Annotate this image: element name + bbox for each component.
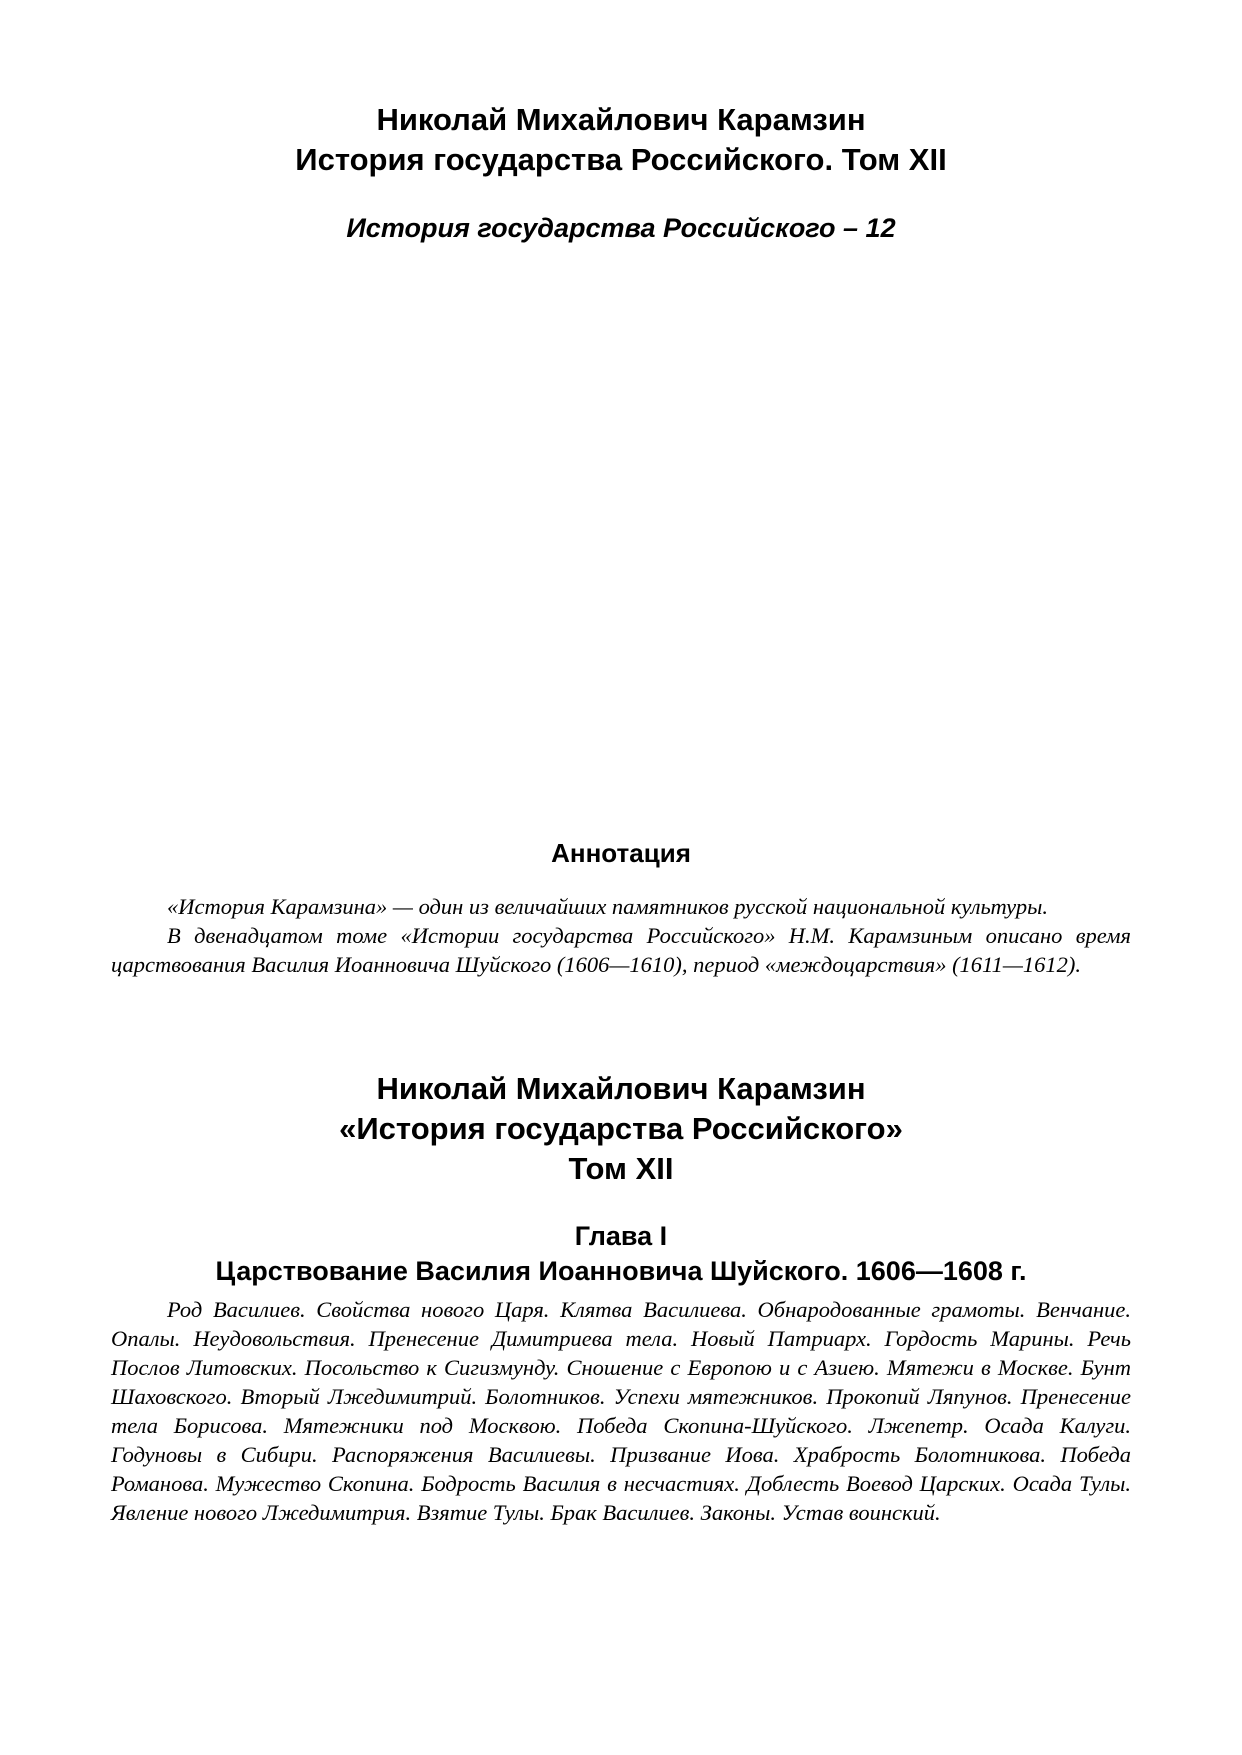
book-title: История государства Российского. Том XII	[295, 142, 947, 177]
annotation-text	[111, 892, 1131, 979]
chapter-title: Царствование Василия Иоанновича Шуйского. 1606—1608 г.	[215, 1256, 1027, 1286]
chapter-summary	[111, 1295, 1131, 1527]
annotation-paragraph: «История Карамзина» — один из величайших памятников русской национальной культуры.	[167, 894, 1048, 919]
author-name: Николай Михайлович Карамзин	[376, 102, 866, 137]
volume-number: Том XII	[568, 1151, 674, 1186]
series-title: История государства Российского – 12	[346, 213, 896, 243]
annotation-heading: Аннотация	[551, 838, 691, 868]
chapter-heading	[0, 1219, 1242, 1289]
chapter-number: Глава I	[574, 1221, 668, 1251]
work-title: «История государства Российского»	[339, 1111, 903, 1146]
annotation-paragraph: В двенадцатом томе «Истории государства Российского» Н.М. Карамзиным описано время царствования Василия Иоанновича Шуйского (1606—1610), период «междоцарствия» (1611—1612).	[111, 923, 1131, 977]
work-author: Николай Михайлович Карамзин	[376, 1071, 866, 1106]
work-title-block	[0, 1069, 1242, 1189]
chapter-summary-paragraph: Род Василиев. Свойства нового Царя. Клятва Василиева. Обнародованные грамоты. Венчание. Опалы. Неудовольствия. Пренесение Димитриева тела. Новый Патриарх. Гордость Марины. Речь Послов Литовских. Посольство к Сигизмунду. Сношение с Европою и с Азиею. Мятежи в Москве. Бунт Шаховского. Вторый Лжедимитрий. Болотников. Успехи мятежников. Прокопий Ляпунов. Пренесение тела Борисова. Мятежники под Москвою. Победа Скопина-Шуйского. Лжепетр. Осада Калуги. Годуновы в Сибири. Распоряжения Василиевы. Призвание Иова. Храбрость Болотникова. Победа Романова. Мужество Скопина. Бодрость Василия в несчастиях. Доблесть Воевод Царских. Осада Тулы. Явление нового Лжедимитрия. Взятие Тулы. Брак Василиев. Законы. Устав воинский.	[111, 1297, 1131, 1525]
book-header	[0, 100, 1242, 180]
